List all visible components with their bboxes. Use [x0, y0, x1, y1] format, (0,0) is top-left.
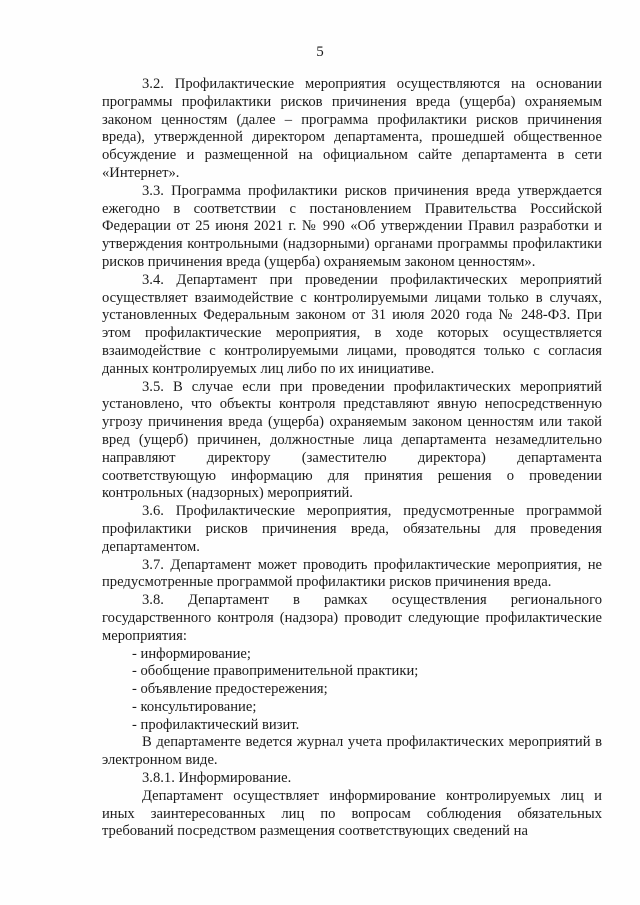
paragraph-3-8: 3.8. Департамент в рамках осуществления регионального государственного контроля (надзора) проводит следующие профилактические мероприятия: [102, 592, 602, 644]
paragraph-3-7: 3.7. Департамент может проводить профилактические мероприятия, не предусмотренные программой профилактики рисков причинения вреда. [102, 556, 602, 591]
measures-list [102, 646, 602, 735]
list-item: - обобщение правоприменительной практики; [132, 663, 419, 680]
section-heading-3-8-1: 3.8.1. Информирование. [142, 770, 292, 787]
paragraph-3-5: 3.5. В случае если при проведении профилактических мероприятий установлено, что объекты контроля представляют явную непосредственную угрозу причинения вреда (ущерба) охраняемым законом ценностям или такой вред (ущерб) причинен, должностные лица департамента незамедлительно направляют директору (заместителю директора) департамента соответствующую информацию для принятия решения о проведении контрольных (надзорных) мероприятий. [102, 378, 602, 502]
list-item: - консультирование; [132, 698, 257, 715]
paragraph-3-3: 3.3. Программа профилактики рисков причинения вреда утверждается ежегодно в соответствии с постановлением Правительства Российской Федерации от 25 июня 2021 г. № 990 «Об утверждении Правил разработки и утверждения контрольными (надзорными) органами программы профилактики рисков причинения вреда (ущерба) охраняемым законом ценностям». [102, 182, 602, 270]
paragraph-3-4: 3.4. Департамент при проведении профилактических мероприятий осуществляет взаимодействие с контролируемыми лицами только в случаях, установленных Федеральным законом от 31 июля 2020 года № 248-ФЗ. При этом профилактические мероприятия, в ходе которых осуществляется взаимодействие с контролируемыми лицами, проводятся только с согласия данных контролируемых лиц либо по их инициативе. [102, 271, 602, 377]
paragraph-3-2: 3.2. Профилактические мероприятия осуществляются на основании программы профилактики рисков причинения вреда (ущерба) охраняемым законом ценностям (далее – программа профилактики рисков причинения вреда), утвержденной директором департамента, прошедшей общественное обсуждение и размещенной на официальном сайте департамента в сети «Интернет». [102, 76, 602, 181]
list-item: - информирование; [132, 645, 251, 662]
paragraph-3-6: 3.6. Профилактические мероприятия, предусмотренные программой профилактики рисков причинения вреда, обязательны для проведения департаментом. [102, 503, 602, 555]
list-item: - объявление предостережения; [132, 681, 328, 698]
list-item: - профилактический визит. [132, 716, 300, 733]
page-number: 5 [316, 44, 324, 60]
document-body [102, 76, 602, 841]
informing-paragraph: Департамент осуществляет информирование контролируемых лиц и иных заинтересованных лиц по вопросам соблюдения обязательных требований посредством размещения соответствующих сведений на [102, 787, 602, 840]
journal-paragraph: В департаменте ведется журнал учета профилактических мероприятий в электронном виде. [102, 734, 602, 769]
